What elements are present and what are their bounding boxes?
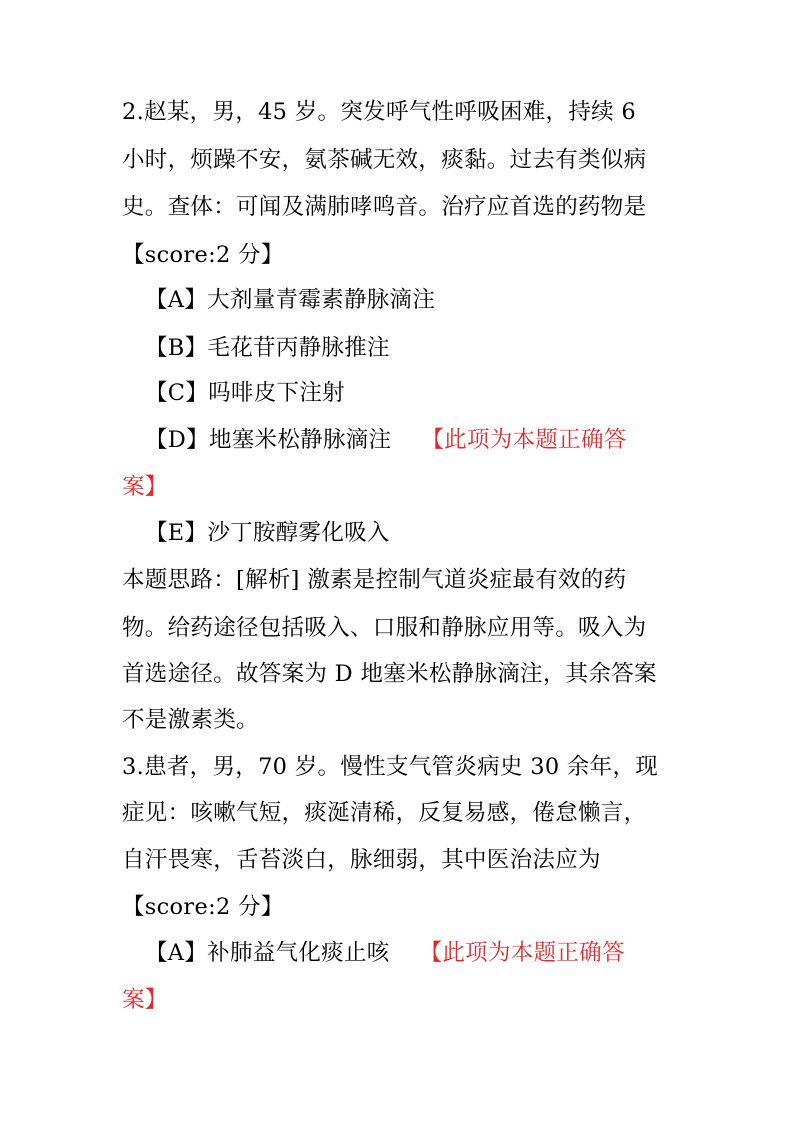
q2-option-c: 【C】吗啡皮下注射 [145,380,345,406]
q2-stem-line-2: 小时，烦躁不安，氨茶碱无效，痰黏。过去有类似病 [122,147,647,173]
q2-correct-mark-cont: 案】 [122,474,168,500]
q3-stem-line-3: 自汗畏寒，舌苔淡白，脉细弱，其中医治法应为 [122,847,601,873]
q3-correct-mark-cont: 案】 [122,987,168,1013]
q2-option-d-line [145,425,627,455]
q3-correct-mark: 【此项为本题正确答 [419,940,625,966]
q2-option-e: 【E】沙丁胺醇雾化吸入 [145,520,390,546]
q3-option-a: 【A】补肺益气化痰止咳 [145,940,390,966]
q2-correct-mark: 【此项为本题正确答 [421,427,627,453]
q3-score: 【score:2 分】 [122,894,284,920]
q3-option-a-line [145,938,625,968]
q2-option-d: 【D】地塞米松静脉滴注 [145,427,392,453]
q2-stem-line-1: 2.赵某，男，45 岁。突发呼气性呼吸困难，持续 6 [122,99,637,125]
q3-stem-line-2: 症见：咳嗽气短，痰涎清稀，反复易感，倦怠懒言， [122,800,647,826]
q2-analysis-line-2: 物。给药途径包括吸入、口服和静脉应用等。吸入为 [122,615,647,641]
q3-stem-line-1: 3.患者，男，70 岁。慢性支气管炎病史 30 余年，现 [122,754,659,780]
q2-stem-line-3: 史。查体：可闻及满肺哮鸣音。治疗应首选的药物是 [122,194,647,220]
q2-option-a: 【A】大剂量青霉素静脉滴注 [145,287,436,313]
q2-score: 【score:2 分】 [122,242,284,268]
q2-option-b: 【B】毛花苷丙静脉推注 [145,335,390,361]
q2-analysis-line-4: 不是激素类。 [122,707,259,733]
q2-analysis-line-3: 首选途径。故答案为 D 地塞米松静脉滴注，其余答案 [122,661,657,687]
q2-analysis-line-1: 本题思路：[解析] 激素是控制气道炎症最有效的药 [122,567,627,593]
